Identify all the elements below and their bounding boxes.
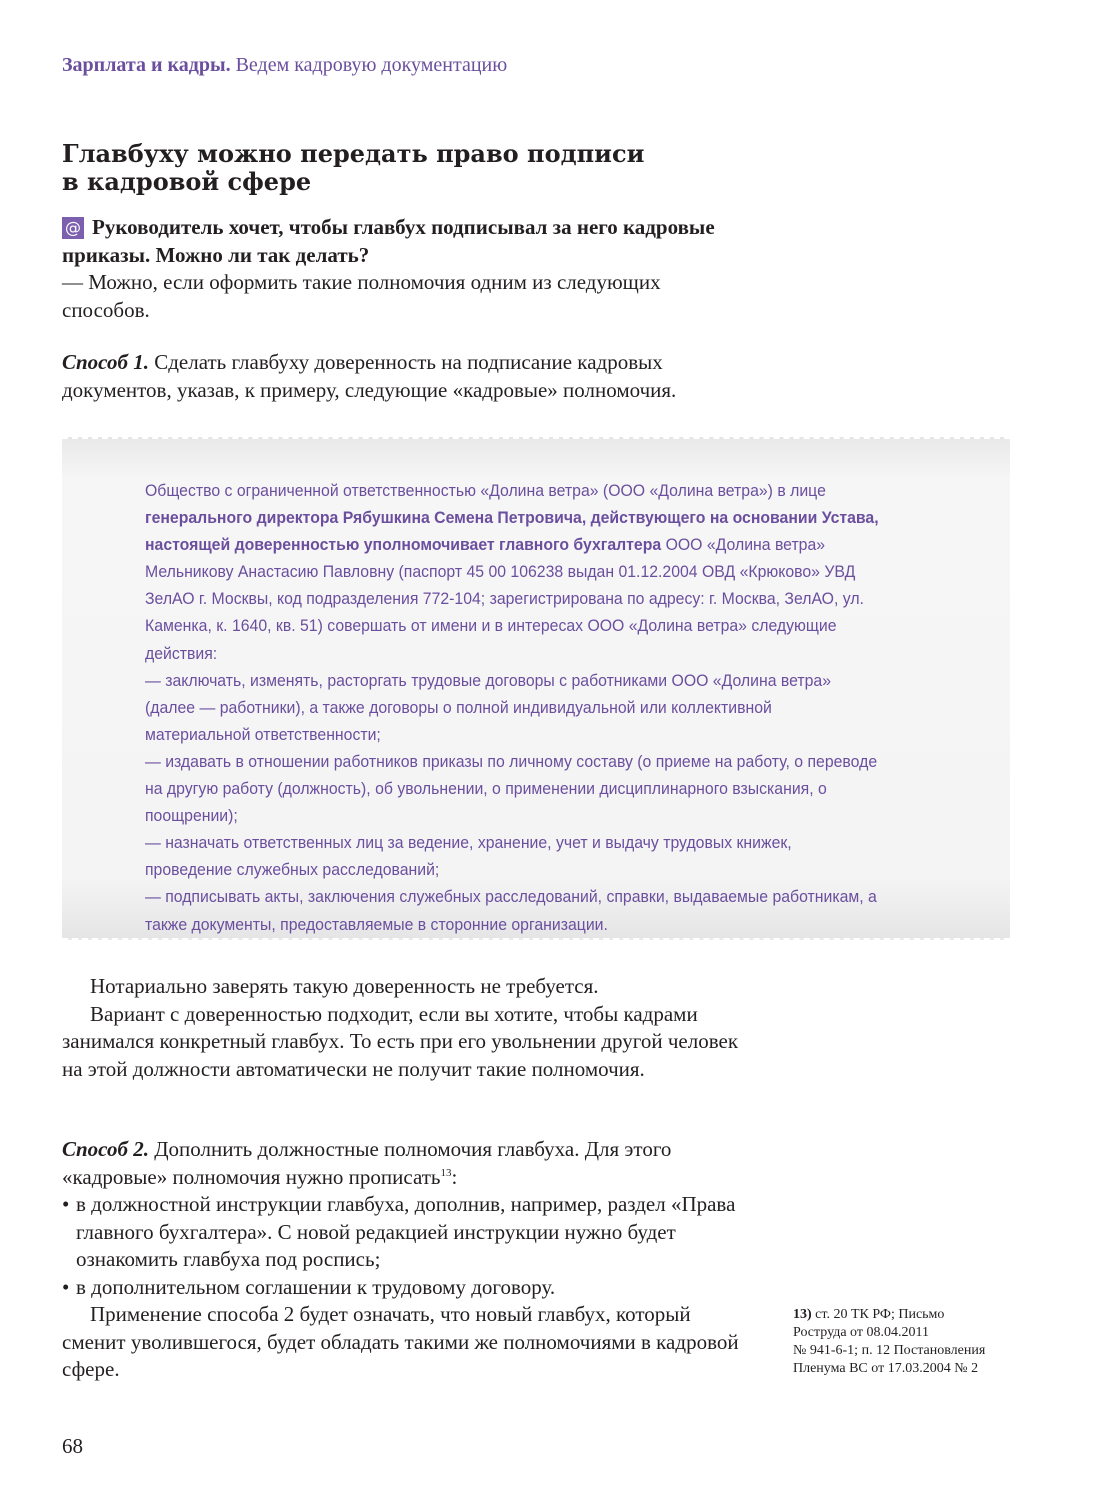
sample-intro-plain: Общество с ограниченной ответственностью «Долина ветра» (ООО «Долина ветра») в лице bbox=[145, 481, 826, 500]
closing-paragraph: Применение способа 2 будет означать, что новый главбух, который сменит уволившегося, будет обладать такими же полномочиями в кадровой сфере. bbox=[62, 1302, 739, 1381]
footnote-text: ст. 20 ТК РФ; Письмо bbox=[815, 1307, 945, 1322]
way1-paragraph bbox=[62, 349, 742, 404]
sample-intro-rest: ООО «Долина ветра» Мельникову Анастасию Павловну (паспорт 45 00 106238 выдан 01.12.2004 ОВД «Крюково» УВД ЗелАО г. Москвы, код подразделения 772-104; зарегистрирована по адресу: г. Москва, ЗелАО, ул. Каменка, к. 1640, кв. 51) совершать от имени и в интересах ООО «Долина ветра» следующие действия: bbox=[145, 535, 864, 663]
footnote-line2: Роструда от 08.04.2011 bbox=[793, 1325, 929, 1340]
footnote bbox=[793, 1306, 1033, 1378]
answer-text: — Можно, если оформить такие полномочия одним из следующих способов. bbox=[62, 270, 661, 322]
way2-paragraph bbox=[62, 1136, 742, 1191]
way2-block bbox=[62, 1136, 742, 1384]
article-title-line1: Главбуху можно передать право подписи bbox=[62, 139, 645, 168]
bullet-item: • в должностной инструкции главбуха, дополнив, например, раздел «Права главного бухгалтера». С новой редакцией инструкции нужно будет ознакомить главбуха под роспись; bbox=[62, 1191, 742, 1274]
question-block bbox=[62, 214, 742, 324]
way2-text: Дополнить должностные полномочия главбуха. Для этого «кадровые» полномочия нужно прописать bbox=[62, 1137, 672, 1189]
way1-text: Сделать главбуху доверенность на подписание кадровых документов, указав, к примеру, следующие «кадровые» полномочия. bbox=[62, 350, 677, 402]
footnote-ref: 13 bbox=[440, 1166, 452, 1179]
running-head-section: Зарплата и кадры. bbox=[62, 54, 231, 76]
footnote-line3: № 941-6-1; п. 12 Постановления bbox=[793, 1343, 986, 1358]
sample-intro-bold: генерального директора Рябушкина Семена Петровича, действующего на основании Устава, настоящей доверенностью уполномочивает главного бухгалтера bbox=[145, 508, 879, 555]
sample-item: — заключать, изменять, расторгать трудовые договоры с работниками ООО «Долина ветра» (далее — работники), а также договоры о полной индивидуальной или коллективной материальной ответственности; bbox=[145, 670, 832, 744]
sample-document-text bbox=[145, 477, 880, 938]
way2-colon: : bbox=[451, 1164, 458, 1189]
power-of-attorney-paragraph: Вариант с доверенностью подходит, если вы хотите, чтобы кадрами занимался конкретный главбух. То есть при его увольнении другой человек на этой должности автоматически не получит такие полномочия. bbox=[62, 1001, 739, 1081]
footnote-number: 13) bbox=[793, 1307, 812, 1322]
way1-block bbox=[62, 349, 742, 404]
footnote-line4: Пленума ВС от 17.03.2004 № 2 bbox=[793, 1361, 979, 1376]
at-icon: @ bbox=[62, 217, 84, 239]
bullet-item: • в дополнительном соглашении к трудовому договору. bbox=[62, 1274, 742, 1302]
article-title bbox=[62, 140, 742, 196]
article-title-line2: в кадровой сфере bbox=[62, 167, 312, 196]
sample-item: — издавать в отношении работников приказы по личному составу (о приеме на работу, о переводе на другую работу (должность), об увольнении, о применении дисциплинарного взыскания, о поощрении); bbox=[145, 751, 878, 826]
way2-label: Способ 2. bbox=[62, 1137, 149, 1161]
sample-document-box bbox=[62, 437, 1010, 940]
question bbox=[62, 214, 742, 269]
footnote-line1 bbox=[793, 1306, 1033, 1324]
page-number: 68 bbox=[62, 1434, 83, 1458]
running-head-subtitle: Ведем кадровую документацию bbox=[235, 54, 508, 76]
sample-intro bbox=[145, 477, 880, 667]
notary-paragraph: Нотариально заверять такую доверенность не требуется. bbox=[90, 974, 599, 998]
after-sample-block bbox=[62, 973, 742, 1083]
question-text: Руководитель хочет, чтобы главбух подписывал за него кадровые приказы. Можно ли так делать? bbox=[62, 215, 715, 267]
sample-item: — назначать ответственных лиц за ведение, хранение, учет и выдачу трудовых книжек, проведение служебных расследований; bbox=[145, 833, 792, 880]
running-head bbox=[62, 54, 507, 77]
way2-bullet-list bbox=[62, 1191, 742, 1301]
sample-item: — подписывать акты, заключения служебных расследований, справки, выдаваемые работникам, а также документы, предоставляемые в сторонние организации. bbox=[145, 887, 877, 934]
way1-label: Способ 1. bbox=[62, 350, 149, 374]
